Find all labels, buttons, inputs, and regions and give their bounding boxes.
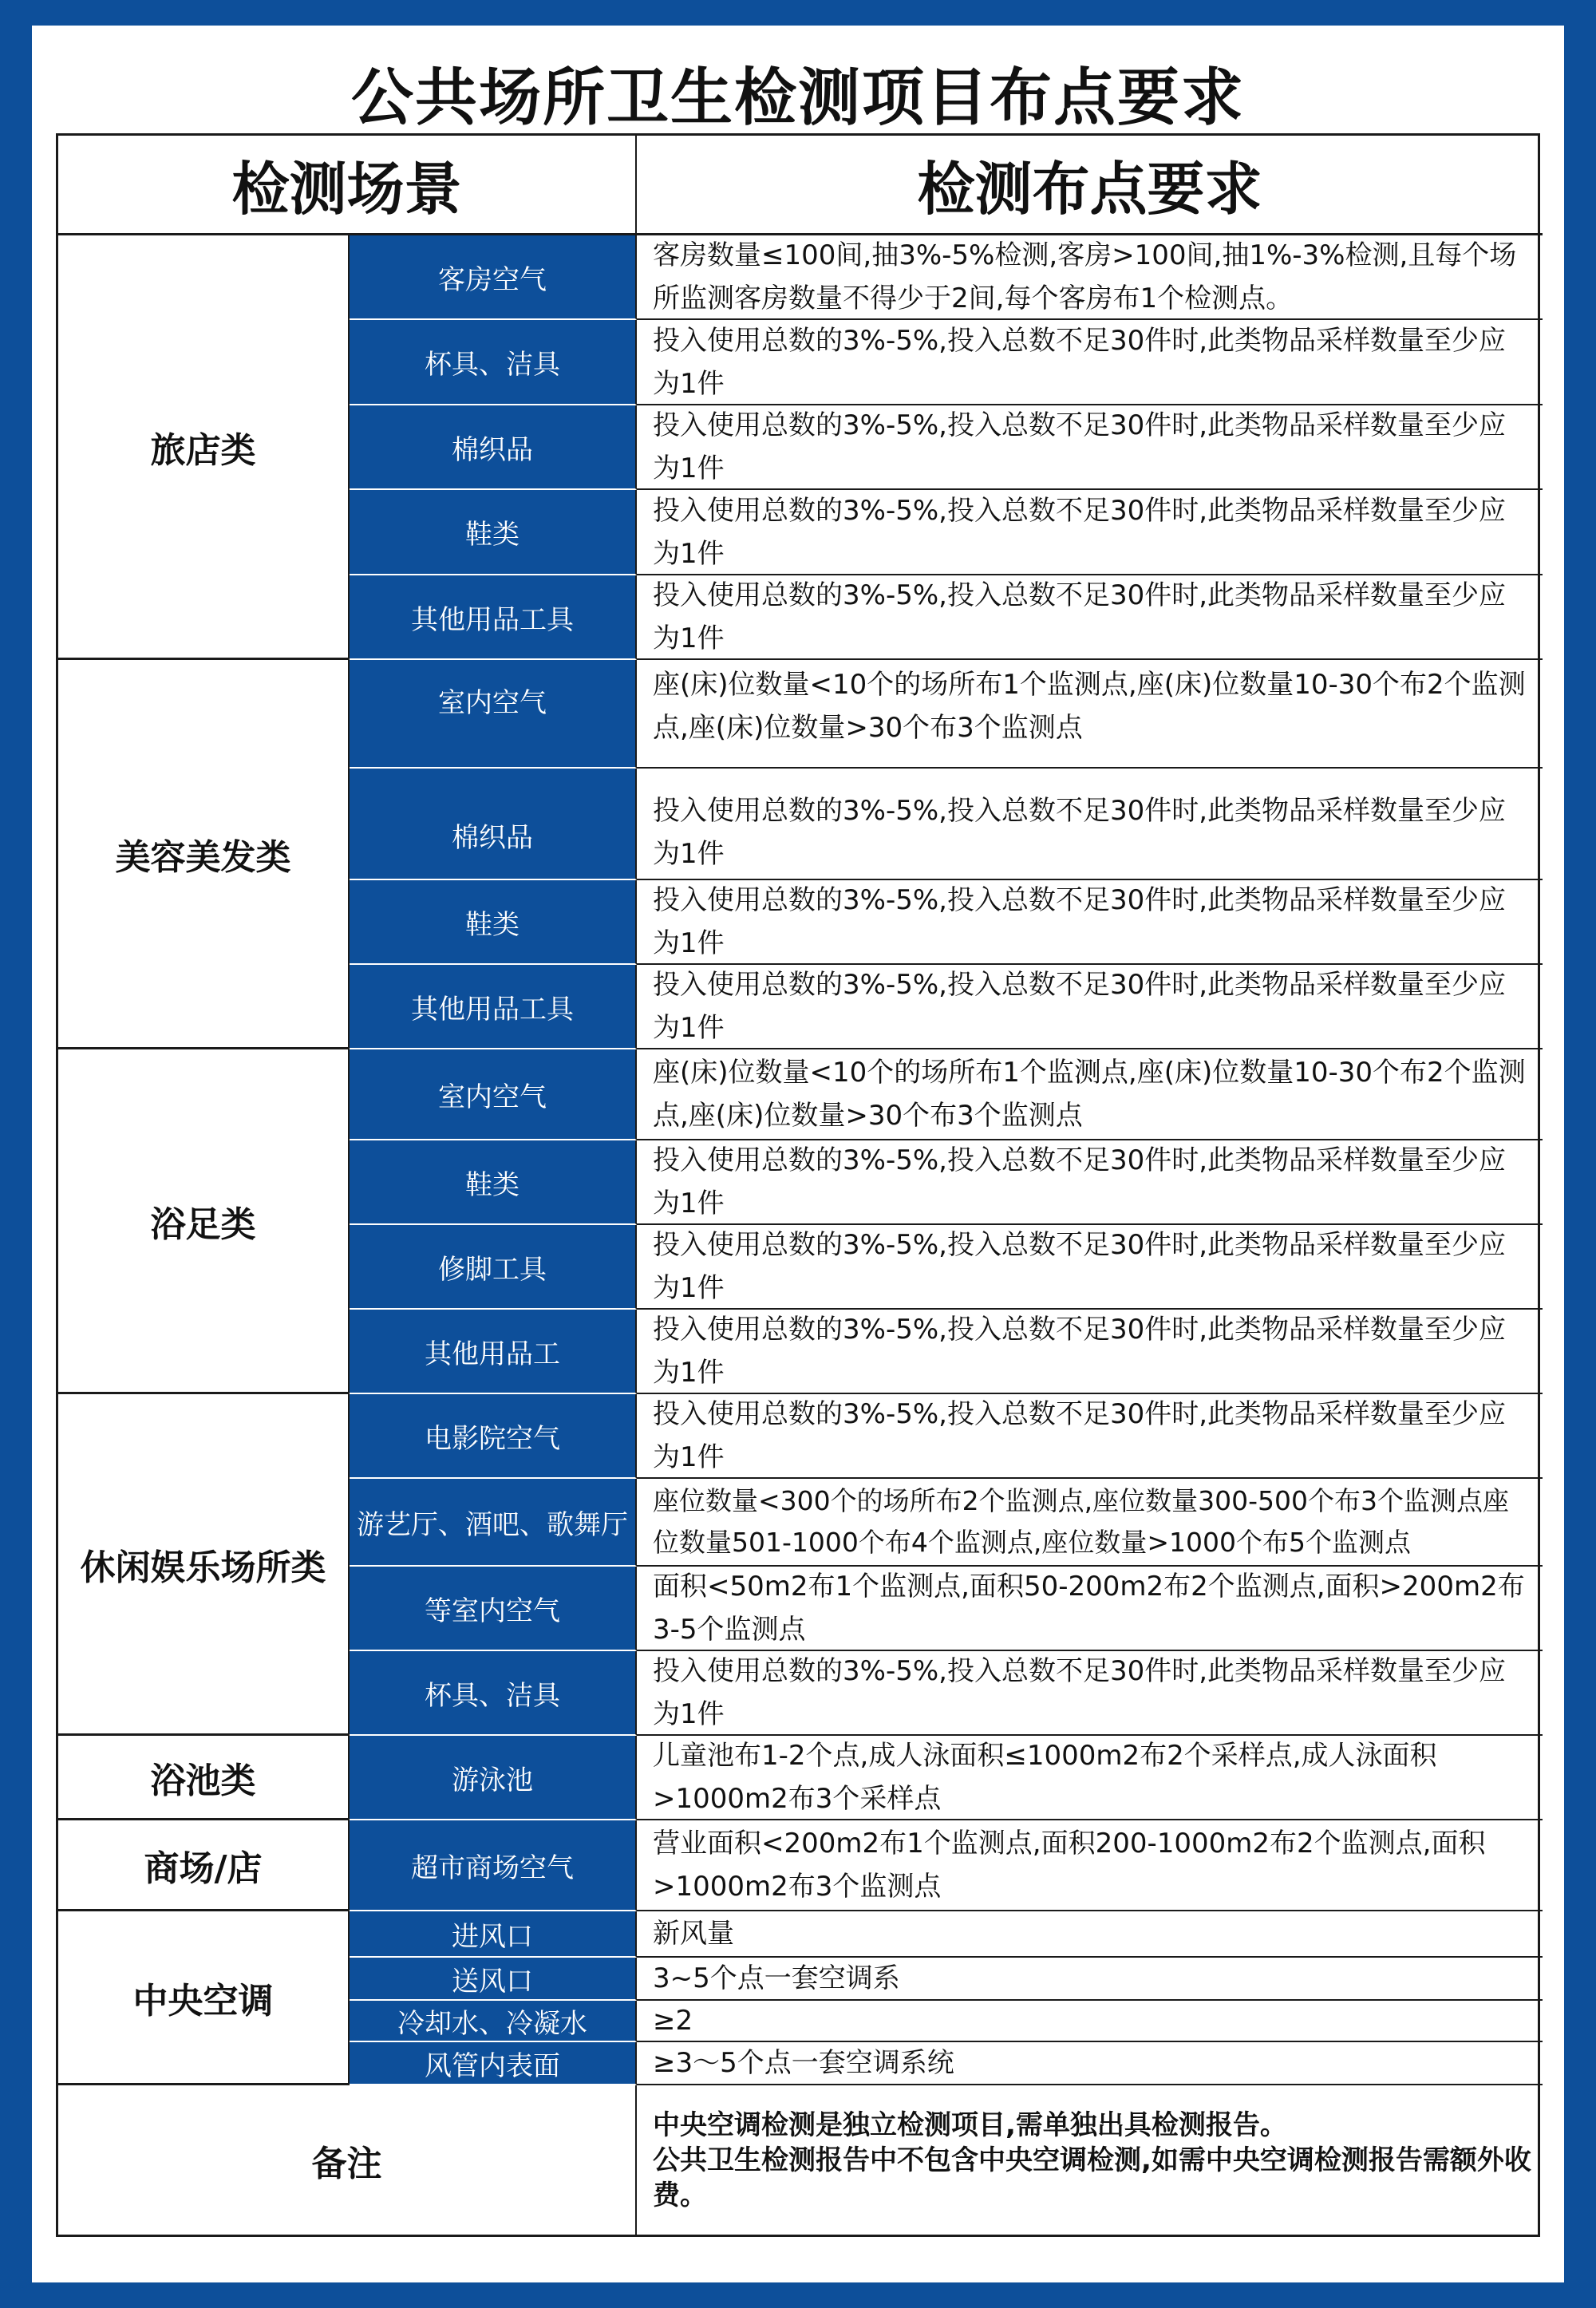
requirement-cell: 营业面积<200m2布1个监测点,面积200-1000m2布2个监测点,面积>1000m2布3个监测点 [637,1820,1543,1911]
item-cell: 其他用品工具 [350,965,637,1049]
item-cell: 其他用品工 [350,1310,637,1394]
requirement-cell: 儿童池布1-2个点,成人泳面积≤1000m2布2个采样点,成人泳面积>1000m2布3个采样点 [637,1736,1543,1820]
item-cell: 等室内空气 [350,1567,637,1651]
item-cell: 室内空气 [350,1049,637,1140]
note-line-1: 中央空调检测是独立检测项目,需单独出具检测报告。 [653,2108,1287,2141]
item-cell: 送风口 [350,1958,637,2001]
item-cell: 鞋类 [350,880,637,965]
requirement-cell: 投入使用总数的3%-5%,投入总数不足30件时,此类物品采样数量至少应为1件 [637,575,1543,660]
item-cell: 超市商场空气 [350,1820,637,1911]
requirement-cell: 投入使用总数的3%-5%,投入总数不足30件时,此类物品采样数量至少应为1件 [637,965,1543,1049]
requirement-cell: ≥2 [637,2001,1543,2042]
category-hotel: 旅店类 [58,235,350,660]
requirement-cell: 投入使用总数的3%-5%,投入总数不足30件时,此类物品采样数量至少应为1件 [637,1140,1543,1225]
item-cell: 鞋类 [350,490,637,575]
category-entertainment: 休闲娱乐场所类 [58,1394,350,1736]
requirement-cell: 投入使用总数的3%-5%,投入总数不足30件时,此类物品采样数量至少应为1件 [637,769,1543,880]
item-cell: 游艺厅、酒吧、歌舞厅 [350,1479,637,1567]
requirement-cell: 投入使用总数的3%-5%,投入总数不足30件时,此类物品采样数量至少应为1件 [637,1394,1543,1479]
poster-frame [32,26,1564,2282]
item-cell: 进风口 [350,1911,637,1958]
item-cell: 电影院空气 [350,1394,637,1479]
page-title: 公共场所卫生检测项目布点要求 [350,62,1245,134]
requirements-table [56,133,1540,2237]
category-foot-bath: 浴足类 [58,1049,350,1394]
note-label: 备注 [58,2085,637,2235]
requirement-cell: 座位数量<300个的场所布2个监测点,座位数量300-500个布3个监测点座位数量501-1000个布4个监测点,座位数量>1000个布5个监测点 [637,1479,1543,1567]
requirement-cell: 投入使用总数的3%-5%,投入总数不足30件时,此类物品采样数量至少应为1件 [637,1651,1543,1736]
requirement-cell: 投入使用总数的3%-5%,投入总数不足30件时,此类物品采样数量至少应为1件 [637,1225,1543,1310]
requirement-cell: ≥3～5个点一套空调系统 [637,2042,1543,2085]
requirement-cell: 面积<50m2布1个监测点,面积50-200m2布2个监测点,面积>200m2布3-5个监测点 [637,1567,1543,1651]
item-cell: 客房空气 [350,235,637,320]
category-mall: 商场/店 [58,1820,350,1911]
item-cell: 游泳池 [350,1736,637,1820]
category-bath-pool: 浴池类 [58,1736,350,1820]
item-cell: 棉织品 [350,769,637,880]
category-central-ac: 中央空调 [58,1911,350,2085]
requirement-cell: 客房数量≤100间,抽3%-5%检测,客房>100间,抽1%-3%检测,且每个场所监测客房数量不得少于2间,每个客房布1个检测点。 [637,235,1543,320]
item-cell: 室内空气 [350,660,637,769]
category-beauty-salon: 美容美发类 [58,660,350,1049]
item-cell: 鞋类 [350,1140,637,1225]
requirement-cell: 座(床)位数量<10个的场所布1个监测点,座(床)位数量10-30个布2个监测点,座(床)位数量>30个布3个监测点 [637,1049,1543,1140]
note-content [637,2085,1543,2235]
requirement-cell: 投入使用总数的3%-5%,投入总数不足30件时,此类物品采样数量至少应为1件 [637,490,1543,575]
header-scene: 检测场景 [58,136,637,235]
header-requirement: 检测布点要求 [637,136,1543,235]
requirement-cell: 新风量 [637,1911,1543,1958]
item-cell: 修脚工具 [350,1225,637,1310]
requirement-cell: 投入使用总数的3%-5%,投入总数不足30件时,此类物品采样数量至少应为1件 [637,320,1543,405]
item-cell: 杯具、洁具 [350,320,637,405]
requirement-cell: 3~5个点一套空调系 [637,1958,1543,2001]
item-cell: 棉织品 [350,405,637,490]
requirement-cell: 投入使用总数的3%-5%,投入总数不足30件时,此类物品采样数量至少应为1件 [637,405,1543,490]
requirement-cell: 座(床)位数量<10个的场所布1个监测点,座(床)位数量10-30个布2个监测点,座(床)位数量>30个布3个监测点 [637,660,1543,769]
item-cell: 其他用品工具 [350,575,637,660]
item-cell: 杯具、洁具 [350,1651,637,1736]
item-cell: 风管内表面 [350,2042,637,2085]
requirement-cell: 投入使用总数的3%-5%,投入总数不足30件时,此类物品采样数量至少应为1件 [637,1310,1543,1394]
note-line-2: 公共卫生检测报告中不包含中央空调检测,如需中央空调检测报告需额外收费。 [653,2144,1531,2211]
requirement-cell: 投入使用总数的3%-5%,投入总数不足30件时,此类物品采样数量至少应为1件 [637,880,1543,965]
item-cell: 冷却水、冷凝水 [350,2001,637,2042]
